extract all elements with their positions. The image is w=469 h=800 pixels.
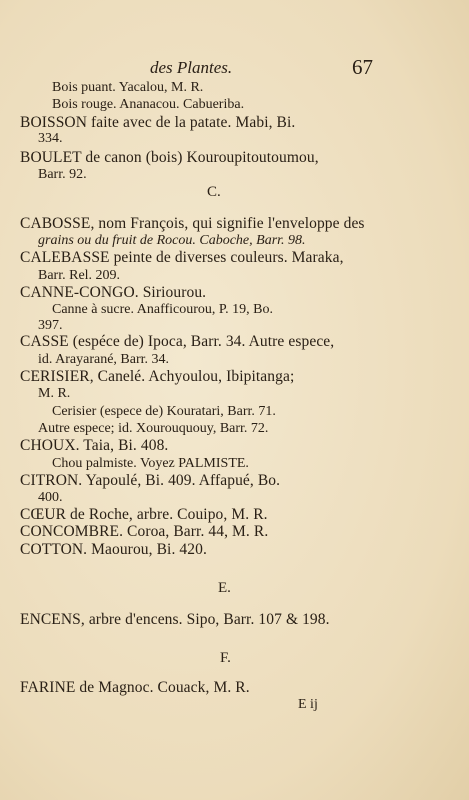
entry-line: Canne à sucre. Anafficourou, P. 19, Bo. (52, 302, 273, 317)
entry-line: CABOSSE, nom François, qui signifie l'enveloppe des (20, 215, 365, 232)
entry-line: CHOUX. Taia, Bi. 408. (20, 437, 169, 454)
section-letter: E. (218, 580, 231, 596)
page-number: 67 (352, 55, 373, 79)
entry-line: 334. (38, 131, 63, 146)
entry-line: CONCOMBRE. Coroa, Barr. 44, M. R. (20, 523, 269, 540)
entry-line: Barr. 92. (38, 167, 87, 182)
entry-line: BOISSON faite avec de la patate. Mabi, Bi. (20, 114, 296, 131)
entry-line: grains ou du fruit de Rocou. Caboche, Barr. 98. (38, 233, 306, 248)
entry-line: Autre espece; id. Xourouquouy, Barr. 72. (38, 421, 269, 436)
entry-line: CANNE-CONGO. Siriourou. (20, 284, 207, 301)
entry-line: Cerisier (espece de) Kouratari, Barr. 71. (52, 404, 276, 419)
section-letter: C. (207, 184, 221, 200)
entry-line: Barr. Rel. 209. (38, 268, 121, 283)
signature-mark: E ij (298, 697, 318, 712)
entry-line: COTTON. Maourou, Bi. 420. (20, 541, 207, 558)
section-letter: F. (220, 650, 231, 666)
entry-line: CŒUR de Roche, arbre. Couipo, M. R. (20, 506, 268, 523)
entry-line: 397. (38, 318, 63, 333)
entry-line: FARINE de Magnoc. Couack, M. R. (20, 679, 250, 696)
running-head: des Plantes. (150, 58, 233, 77)
entry-line: id. Arayarané, Barr. 34. (38, 352, 170, 367)
page-header (0, 55, 469, 82)
entry-line: Bois puant. Yacalou, M. R. (52, 80, 204, 95)
entry-line: CASSE (espéce de) Ipoca, Barr. 34. Autre espece, (20, 333, 335, 350)
entry-line: M. R. (38, 386, 71, 401)
entry-line: ENCENS, arbre d'encens. Sipo, Barr. 107 & 198. (20, 611, 330, 628)
entry-line: BOULET de canon (bois) Kouroupitoutoumou, (20, 149, 319, 166)
entry-line: Bois rouge. Ananacou. Cabueriba. (52, 97, 245, 112)
entry-line: CALEBASSE peinte de diverses couleurs. Maraka, (20, 249, 344, 266)
entry-line: CITRON. Yapoulé, Bi. 409. Affapué, Bo. (20, 472, 281, 489)
entry-line: 400. (38, 490, 63, 505)
entry-line: Chou palmiste. Voyez PALMISTE. (52, 456, 249, 471)
entry-line: CERISIER, Canelé. Achyoulou, Ibipitanga; (20, 368, 295, 385)
